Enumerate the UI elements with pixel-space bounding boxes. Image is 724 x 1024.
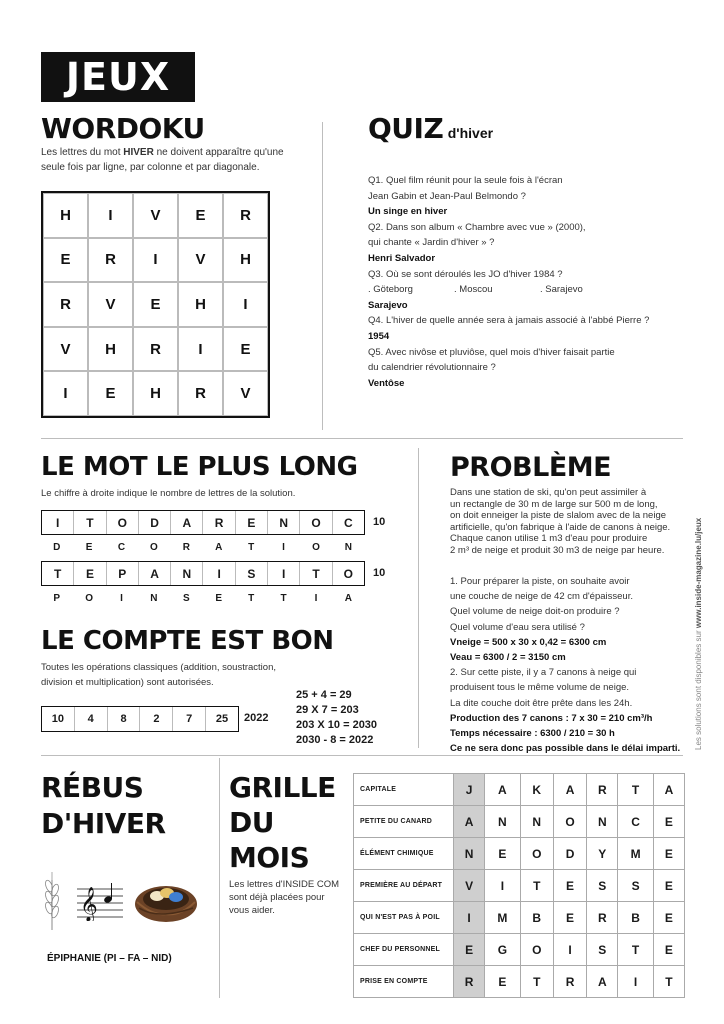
grid-letter: E bbox=[485, 838, 520, 870]
solution-letter: T bbox=[280, 592, 288, 604]
solutions-note: Les solutions sont disponibles sur www.inside-magazine.lu/jeux bbox=[694, 517, 703, 750]
number-cell: 4 bbox=[75, 707, 108, 731]
grid-letter: B bbox=[618, 902, 653, 934]
quiz-answer: Un singe en hiver bbox=[368, 206, 448, 218]
solution-letter: E bbox=[85, 541, 94, 553]
quiz-body bbox=[368, 173, 668, 391]
grid-cell: I bbox=[178, 327, 223, 372]
grid-letter: N bbox=[485, 806, 520, 838]
quiz-question: Q3. Où se sont déroulés les JO d'hiver 1984 ? bbox=[368, 268, 563, 280]
letter-cell: T bbox=[74, 511, 106, 534]
solution-letter: E bbox=[215, 592, 224, 604]
grid-clue: QUI N'EST PAS À POIL bbox=[354, 902, 454, 934]
quiz-options bbox=[368, 282, 668, 298]
grid-cell: V bbox=[223, 371, 268, 416]
grid-letter: M bbox=[485, 902, 520, 934]
quiz-question: Jean Gabin et Jean-Paul Belmondo ? bbox=[368, 190, 526, 202]
grid-letter: T bbox=[618, 774, 653, 806]
grid-cell: V bbox=[43, 327, 88, 372]
quiz-question: qui chante « Jardin d'hiver » ? bbox=[368, 237, 495, 249]
grid-letter: S bbox=[618, 870, 653, 902]
grid-letter: R bbox=[553, 966, 586, 998]
quiz-question: du calendrier révolutionnaire ? bbox=[368, 362, 496, 374]
grid-cell: E bbox=[223, 327, 268, 372]
grid-letter: J bbox=[454, 774, 485, 806]
divider-vertical bbox=[219, 758, 220, 998]
grid-cell: H bbox=[178, 282, 223, 327]
solution-letter: C bbox=[117, 541, 127, 553]
grille-intro: Les lettres d'INSIDE COM sont déjà placées pour vous aider. bbox=[229, 879, 340, 916]
section-badge: JEUX bbox=[41, 52, 195, 102]
grid-row bbox=[354, 838, 685, 870]
grid-letter: A bbox=[485, 774, 520, 806]
divider-horizontal bbox=[41, 438, 683, 439]
rebus-title: RÉBUS D'HIVER bbox=[41, 771, 166, 840]
quiz-title: QUIZ bbox=[368, 112, 444, 145]
grid-letter: A bbox=[553, 774, 586, 806]
grid-row bbox=[354, 966, 685, 998]
grid-cell: V bbox=[88, 282, 133, 327]
letter-cell: O bbox=[107, 511, 139, 534]
letter-cell: N bbox=[268, 511, 300, 534]
solution-row bbox=[41, 589, 365, 607]
solution-letter: R bbox=[182, 541, 191, 553]
grid-letter: O bbox=[553, 806, 586, 838]
wordoku-intro: Les lettres du mot HIVER ne doivent apparaître qu'une seule fois par ligne, par colonne et par diagonale. bbox=[41, 147, 284, 173]
grid-cell: H bbox=[223, 238, 268, 283]
grid-cell: R bbox=[223, 193, 268, 238]
quiz-question: Q5. Avec nivôse et pluviôse, quel mois d'hiver faisait partie bbox=[368, 346, 615, 358]
grid-cell: I bbox=[88, 193, 133, 238]
letter-cell: O bbox=[300, 511, 332, 534]
grid-letter: S bbox=[587, 870, 618, 902]
grid-cell: H bbox=[88, 327, 133, 372]
grid-letter: K bbox=[520, 774, 553, 806]
solution-letter: P bbox=[53, 592, 62, 604]
solution-letter: N bbox=[150, 592, 159, 604]
target-number: 2022 bbox=[244, 712, 269, 724]
grid-cell: V bbox=[133, 193, 178, 238]
letter-cell: P bbox=[107, 562, 139, 585]
solution-letter: N bbox=[344, 541, 353, 553]
letter-cell: T bbox=[300, 562, 332, 585]
letter-row bbox=[41, 561, 365, 586]
grid-letter: N bbox=[520, 806, 553, 838]
solution-letter: O bbox=[85, 592, 94, 604]
grid-cell: E bbox=[88, 371, 133, 416]
letter-cell: N bbox=[171, 562, 203, 585]
grid-cell: E bbox=[133, 282, 178, 327]
number-cell: 10 bbox=[42, 707, 75, 731]
grid-letter: E bbox=[553, 902, 586, 934]
letter-count: 10 bbox=[373, 516, 386, 528]
music-staff-icon bbox=[77, 881, 123, 921]
grid-letter: E bbox=[653, 870, 684, 902]
calc-line: 2030 - 8 = 2022 bbox=[296, 734, 374, 746]
grid-cell: R bbox=[178, 371, 223, 416]
grid-letter: I bbox=[618, 966, 653, 998]
letter-cell: I bbox=[203, 562, 235, 585]
calc-line: 25 + 4 = 29 bbox=[296, 689, 352, 701]
grid-row bbox=[354, 934, 685, 966]
letter-cell: A bbox=[171, 511, 203, 534]
grid-row bbox=[354, 870, 685, 902]
quiz-answer: Sarajevo bbox=[368, 299, 408, 311]
quiz-question: Q4. L'hiver de quelle année sera à jamais associé à l'abbé Pierre ? bbox=[368, 315, 650, 327]
letter-row bbox=[41, 510, 365, 535]
grid-letter: D bbox=[553, 838, 586, 870]
grid-letter: V bbox=[454, 870, 485, 902]
quiz-option: . Sarajevo bbox=[540, 284, 583, 296]
compte-intro: Toutes les opérations classiques (addition, soustraction, division et multiplication) sont autorisées. bbox=[41, 662, 276, 688]
grid-letter: E bbox=[485, 966, 520, 998]
probleme-title: PROBLÈME bbox=[450, 452, 612, 483]
compte-title: LE COMPTE EST BON bbox=[41, 626, 334, 656]
number-cell: 2 bbox=[140, 707, 173, 731]
grid-cell: E bbox=[43, 238, 88, 283]
grid-letter: E bbox=[454, 934, 485, 966]
solution-letter: D bbox=[53, 541, 62, 553]
solutions-link[interactable]: www.inside-magazine.lu/jeux bbox=[694, 517, 703, 629]
letter-cell: C bbox=[343, 515, 353, 530]
grid-cell: R bbox=[43, 282, 88, 327]
rebus-answer: ÉPIPHANIE (PI – FA – NID) bbox=[47, 953, 172, 964]
letter-cell: S bbox=[236, 562, 268, 585]
solution-letter: S bbox=[182, 592, 191, 604]
letter-cell: E bbox=[74, 562, 106, 585]
grid-cell: H bbox=[133, 371, 178, 416]
grid-letter: G bbox=[485, 934, 520, 966]
letter-cell: I bbox=[42, 511, 74, 534]
grid-clue: PETITE DU CANARD bbox=[354, 806, 454, 838]
quiz-option: . Göteborg bbox=[368, 284, 413, 296]
grid-cell: I bbox=[223, 282, 268, 327]
grid-letter: E bbox=[653, 806, 684, 838]
grid-letter: E bbox=[653, 934, 684, 966]
number-cell: 25 bbox=[215, 713, 229, 725]
probleme-intro: Dans une station de ski, qu'on peut assimiler à un rectangle de 30 m de large sur 500 m de long, on doit enneiger la piste de slalom avec de la neige artificielle, qu'on fabrique à l'aide de canons à neige. Chaque canon utilise 1 m3 d'eau pour produire 2 m³ de neige et produit 30 m3 de neige par heure. bbox=[450, 487, 671, 556]
letter-count: 10 bbox=[373, 567, 386, 579]
grid-cell: R bbox=[133, 327, 178, 372]
quiz-answer: Henri Salvador bbox=[368, 252, 436, 264]
wordoku-grid bbox=[41, 191, 270, 418]
mot-long-intro: Le chiffre à droite indique le nombre de lettres de la solution. bbox=[41, 488, 296, 499]
grid-letter: O bbox=[520, 934, 553, 966]
grid-clue: PRISE EN COMPTE bbox=[354, 966, 454, 998]
quiz-question: Q2. Dans son album « Chambre avec vue » (2000), bbox=[368, 221, 586, 233]
solution-letter: I bbox=[282, 541, 286, 553]
solution-letter: T bbox=[248, 592, 256, 604]
grid-clue: PREMIÈRE AU DÉPART bbox=[354, 870, 454, 902]
bird-nest-icon bbox=[133, 872, 199, 924]
solution-letter: T bbox=[248, 541, 256, 553]
number-cell: 7 bbox=[173, 707, 206, 731]
wheat-ear-icon bbox=[41, 870, 63, 932]
grid-letter: T bbox=[520, 870, 553, 902]
letter-cell: E bbox=[236, 511, 268, 534]
solution-letter: A bbox=[215, 541, 224, 553]
grid-letter: Y bbox=[587, 838, 618, 870]
grid-letter: A bbox=[454, 806, 485, 838]
quiz-answer: 1954 bbox=[368, 330, 390, 342]
grid-letter: N bbox=[587, 806, 618, 838]
solution-row bbox=[41, 538, 365, 556]
grid-letter: S bbox=[587, 934, 618, 966]
quiz-heading bbox=[368, 112, 493, 145]
solution-letter: A bbox=[344, 592, 353, 604]
grid-letter: A bbox=[653, 774, 684, 806]
grid-letter: C bbox=[618, 806, 653, 838]
grid-letter: T bbox=[653, 966, 684, 998]
grid-letter: E bbox=[653, 838, 684, 870]
grid-letter: I bbox=[553, 934, 586, 966]
grid-row bbox=[354, 806, 685, 838]
grid-cell: R bbox=[88, 238, 133, 283]
calc-line: 203 X 10 = 2030 bbox=[296, 719, 378, 731]
grid-cell: V bbox=[178, 238, 223, 283]
grid-row bbox=[354, 774, 685, 806]
grid-letter: E bbox=[653, 902, 684, 934]
grid-letter: B bbox=[520, 902, 553, 934]
quiz-question: Q1. Quel film réunit pour la seule fois à l'écran bbox=[368, 175, 563, 186]
crossword-grid bbox=[353, 773, 685, 998]
grid-row bbox=[354, 902, 685, 934]
svg-text:𝄞: 𝄞 bbox=[80, 887, 98, 921]
compte-solution bbox=[296, 688, 377, 748]
grid-letter: E bbox=[553, 870, 586, 902]
divider-vertical bbox=[322, 122, 323, 430]
wordoku-title: WORDOKU bbox=[41, 112, 205, 145]
calc-line: 29 X 7 = 203 bbox=[296, 704, 359, 716]
grid-letter: T bbox=[520, 966, 553, 998]
quiz-subtitle: d'hiver bbox=[447, 125, 494, 141]
solution-letter: O bbox=[150, 541, 159, 553]
solution-letter: O bbox=[312, 541, 321, 553]
grille-title: GRILLE DU MOIS bbox=[229, 771, 336, 874]
grid-letter: A bbox=[587, 966, 618, 998]
grid-clue: CAPITALE bbox=[354, 774, 454, 806]
grid-cell: I bbox=[133, 238, 178, 283]
letter-cell: A bbox=[139, 562, 171, 585]
mot-long-title: LE MOT LE PLUS LONG bbox=[41, 452, 358, 482]
number-row bbox=[41, 706, 239, 732]
letter-cell: O bbox=[343, 566, 353, 581]
solution-letter: I bbox=[314, 592, 319, 604]
grid-cell: I bbox=[43, 371, 88, 416]
grid-letter: M bbox=[618, 838, 653, 870]
grid-clue: ÉLÉMENT CHIMIQUE bbox=[354, 838, 454, 870]
quiz-answer: Ventôse bbox=[368, 377, 405, 389]
grid-cell: H bbox=[43, 193, 88, 238]
probleme-body: Dans une station de ski, qu'on peut assimiler à un rectangle de 30 m de large sur 500 m de long, on doit enneiger la piste de slalom avec de la neige artificielle, qu'on fabrique à l'aide de canons à neige. Chaque canon utilise 1 m3 d'eau pour produire 2 m³ de neige et produit 30 m3 de neige par heure. 1. Pour préparer la piste, on souhaite avoir une couche de neige de 42 cm d'épaisseur. Quel volume de neige doit-on produire ? Quel volume d'eau sera utilisé ? Vneige = 500 x 30 x 0,42 = 6300 cm Veau = 6300 / 2 = 3150 cm 2. Sur cette piste, il y a 7 canons à neige qui produisent tous le même volume de neige. La dite couche doit être prête dans les 24h. Production des 7 canons : 7 x 30 = 210 cm³/h Temps nécessaire : 6300 / 210 = 30 h Ce ne sera donc pas possible dans le délai imparti. bbox=[450, 487, 690, 756]
number-cell: 8 bbox=[108, 707, 141, 731]
letter-cell: I bbox=[268, 562, 300, 585]
divider-vertical bbox=[418, 448, 419, 748]
letter-cell: T bbox=[42, 562, 74, 585]
grid-letter: I bbox=[454, 902, 485, 934]
grid-clue: CHEF DU PERSONNEL bbox=[354, 934, 454, 966]
quiz-option: . Moscou bbox=[454, 284, 493, 296]
grid-letter: T bbox=[618, 934, 653, 966]
grid-letter: N bbox=[454, 838, 485, 870]
letter-cell: D bbox=[139, 511, 171, 534]
grid-cell: E bbox=[178, 193, 223, 238]
letter-cell: R bbox=[203, 511, 235, 534]
grid-letter: R bbox=[587, 774, 618, 806]
grid-letter: R bbox=[454, 966, 485, 998]
grid-letter: I bbox=[485, 870, 520, 902]
grid-letter: O bbox=[520, 838, 553, 870]
solution-letter: I bbox=[120, 592, 124, 604]
grid-letter: R bbox=[587, 902, 618, 934]
